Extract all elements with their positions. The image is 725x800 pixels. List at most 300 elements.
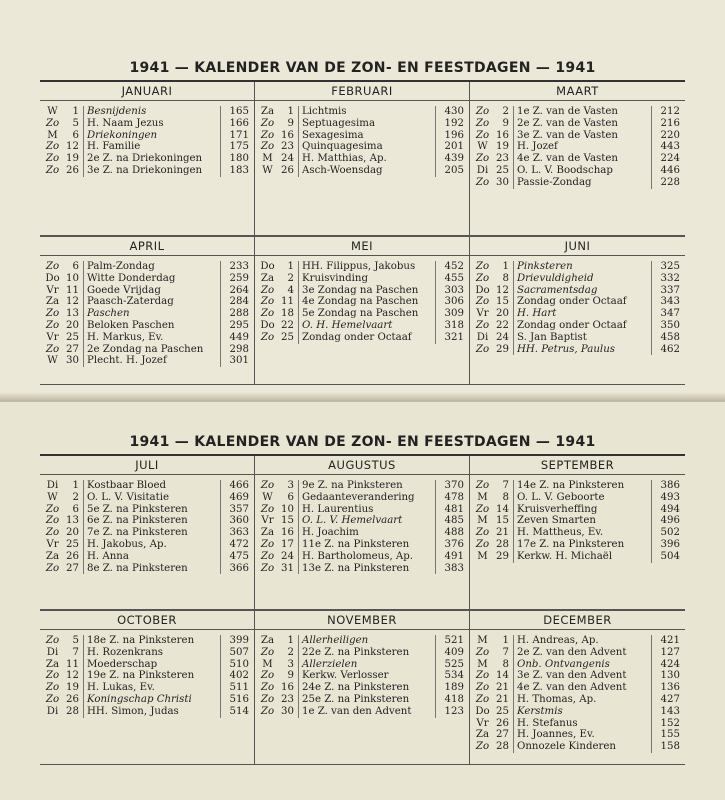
calendar-entry xyxy=(255,106,469,118)
page-number: 357 xyxy=(229,503,249,515)
month-header: AUGUSTUS xyxy=(255,456,470,474)
page-title: 1941 — KALENDER VAN DE ZON- EN FEESTDAGEN — 1941 xyxy=(129,60,596,76)
quarter-4 xyxy=(40,610,685,765)
day-abbrev: Do xyxy=(475,284,490,296)
calendar-entry xyxy=(40,344,254,356)
feast-name: 25e Z. na Pinksteren xyxy=(299,694,436,706)
calendar-entry xyxy=(40,635,254,647)
calendar-first-half xyxy=(40,80,685,385)
calendar-entry xyxy=(255,332,469,344)
page-number: 481 xyxy=(444,503,464,515)
calendar-entry xyxy=(470,153,685,165)
date-number: 19 xyxy=(65,682,84,694)
page-number: 321 xyxy=(444,331,464,343)
day-abbrev: Zo xyxy=(45,164,60,176)
page-number: 301 xyxy=(229,355,249,367)
date-number: 27 xyxy=(495,729,514,741)
feast-name: Passie-Zondag xyxy=(514,177,652,189)
feast-name: 5e Z. na Pinksteren xyxy=(84,504,221,516)
date-number: 29 xyxy=(495,344,514,356)
date-number: 23 xyxy=(280,694,299,706)
day-abbrev: M xyxy=(477,635,488,646)
day-abbrev: W xyxy=(262,491,273,503)
feast-name: 1e Z. van den Advent xyxy=(299,706,436,718)
day-abbrev: Za xyxy=(475,729,490,741)
date-number: 24 xyxy=(495,332,514,344)
month-column xyxy=(255,475,470,609)
calendar-entry xyxy=(255,273,469,285)
day-abbrev: Za xyxy=(260,635,275,646)
date-number: 15 xyxy=(495,296,514,308)
date-number: 8 xyxy=(495,492,514,504)
date-number: 6 xyxy=(65,130,84,142)
feast-name: 17e Z. na Pinksteren xyxy=(514,539,652,551)
feast-name: O. L. V. Geboorte xyxy=(514,492,652,504)
page-number: 510 xyxy=(229,658,249,670)
page-number: 370 xyxy=(444,480,464,491)
page-number: 152 xyxy=(660,717,680,729)
feast-name: 19e Z. na Pinksteren xyxy=(84,670,221,682)
calendar-entry xyxy=(255,492,469,504)
calendar-entry xyxy=(40,492,254,504)
feast-name: 24e Z. na Pinksteren xyxy=(299,682,436,694)
day-abbrev: Vr xyxy=(46,331,59,343)
date-number: 27 xyxy=(65,563,84,575)
feast-name: H. Matthias, Ap. xyxy=(299,153,436,165)
feast-name: 3e Z. van den Advent xyxy=(514,670,652,682)
day-abbrev: Zo xyxy=(260,331,275,343)
day-abbrev: Zo xyxy=(260,646,275,658)
day-abbrev: Zo xyxy=(45,527,60,539)
day-abbrev: Zo xyxy=(45,308,60,320)
day-abbrev: Zo xyxy=(475,527,490,539)
date-number: 3 xyxy=(280,480,299,492)
calendar-entry xyxy=(470,659,685,671)
page-number: 516 xyxy=(229,693,249,705)
page-number: 396 xyxy=(660,538,680,550)
month-column xyxy=(470,630,685,764)
day-abbrev: W xyxy=(262,164,273,176)
date-number: 6 xyxy=(65,504,84,516)
page-number: 514 xyxy=(229,705,249,717)
page-number: 205 xyxy=(444,164,464,176)
day-abbrev: Zo xyxy=(475,646,490,658)
feast-name: Sacramentsdag xyxy=(514,285,652,297)
day-abbrev: Zo xyxy=(260,503,275,515)
day-abbrev: Zo xyxy=(475,693,490,705)
feast-name: S. Jan Baptist xyxy=(514,332,652,344)
day-abbrev: Zo xyxy=(475,261,490,272)
feast-name: 11e Z. na Pinksteren xyxy=(299,539,436,551)
feast-name: 2e Z. na Driekoningen xyxy=(84,153,221,165)
month-header: FEBRUARI xyxy=(255,82,470,100)
day-abbrev: Zo xyxy=(45,117,60,129)
page-number: 430 xyxy=(444,106,464,117)
date-number: 21 xyxy=(495,682,514,694)
page-number: 233 xyxy=(229,261,249,272)
day-abbrev: Zo xyxy=(45,319,60,331)
date-number: 7 xyxy=(65,647,84,659)
page-number: 175 xyxy=(229,141,249,153)
page-number: 366 xyxy=(229,562,249,574)
feast-name: H. Jozef xyxy=(514,141,652,153)
page-number: 228 xyxy=(660,176,680,188)
date-number: 4 xyxy=(280,285,299,297)
feast-name: H. Jakobus, Ap. xyxy=(84,539,221,551)
feast-name: Kostbaar Bloed xyxy=(84,480,221,492)
calendar-entry xyxy=(255,480,469,492)
day-abbrev: Zo xyxy=(260,562,275,574)
feast-name: Plecht. H. Jozef xyxy=(84,355,221,367)
page-number: 136 xyxy=(660,682,680,694)
day-abbrev: Zo xyxy=(475,503,490,515)
day-abbrev: M xyxy=(477,515,488,527)
calendar-entry xyxy=(255,504,469,516)
day-abbrev: Zo xyxy=(45,261,60,272)
feast-name: 1e Z. van de Vasten xyxy=(514,106,652,118)
date-number: 7 xyxy=(495,647,514,659)
calendar-entry xyxy=(40,106,254,118)
calendar-entry xyxy=(255,165,469,177)
feast-name: Allerheiligen xyxy=(299,635,436,647)
date-number: 6 xyxy=(65,261,84,273)
calendar-entry xyxy=(40,285,254,297)
day-abbrev: Zo xyxy=(45,503,60,515)
feast-name: HH. Filippus, Jakobus xyxy=(299,261,436,273)
month-header: NOVEMBER xyxy=(255,611,470,629)
day-abbrev: M xyxy=(477,491,488,503)
page-number: 288 xyxy=(229,308,249,320)
feast-name: Witte Donderdag xyxy=(84,273,221,285)
day-abbrev: Zo xyxy=(45,153,60,165)
feast-name: Paasch-Zaterdag xyxy=(84,296,221,308)
page-number: 130 xyxy=(660,670,680,682)
page-number: 399 xyxy=(229,635,249,646)
day-abbrev: Zo xyxy=(260,670,275,682)
date-number: 16 xyxy=(280,130,299,142)
feast-name: 4e Z. van de Vasten xyxy=(514,153,652,165)
day-abbrev: Vr xyxy=(476,717,489,729)
calendar-entry xyxy=(255,296,469,308)
date-number: 25 xyxy=(495,706,514,718)
day-abbrev: W xyxy=(47,355,58,367)
page-number: 212 xyxy=(660,106,680,117)
month-column xyxy=(40,475,255,609)
calendar-entry xyxy=(40,527,254,539)
page-number: 337 xyxy=(660,284,680,296)
feast-name: 8e Z. na Pinksteren xyxy=(84,563,221,575)
page-number: 309 xyxy=(444,308,464,320)
feast-name: Allerzielen xyxy=(299,659,436,671)
page-number: 343 xyxy=(660,296,680,308)
feast-name: O. H. Hemelvaart xyxy=(299,320,436,332)
feast-name: Kruisverheffing xyxy=(514,504,652,516)
month-column xyxy=(470,101,685,235)
calendar-entry xyxy=(470,285,685,297)
calendar-entry xyxy=(255,141,469,153)
calendar-entry xyxy=(255,539,469,551)
day-abbrev: Vr xyxy=(476,308,489,320)
date-number: 12 xyxy=(65,296,84,308)
month-column xyxy=(40,256,255,384)
page-number: 376 xyxy=(444,538,464,550)
feast-name: Septuagesima xyxy=(299,118,436,130)
calendar-entry xyxy=(40,706,254,718)
page-number: 502 xyxy=(660,527,680,539)
calendar-entry xyxy=(470,682,685,694)
calendar-entry xyxy=(40,563,254,575)
calendar-entry xyxy=(470,706,685,718)
feast-name: H. Anna xyxy=(84,551,221,563)
month-header: JULI xyxy=(40,456,255,474)
page-number: 350 xyxy=(660,319,680,331)
day-abbrev: Za xyxy=(260,106,275,117)
page-number: 325 xyxy=(660,261,680,272)
calendar-entry xyxy=(40,165,254,177)
page-number: 469 xyxy=(229,491,249,503)
month-column xyxy=(255,630,470,764)
feast-name: Drievuldigheid xyxy=(514,273,652,285)
day-abbrev: Do xyxy=(475,705,490,717)
calendar-entry xyxy=(40,670,254,682)
page-number: 488 xyxy=(444,527,464,539)
date-number: 25 xyxy=(65,539,84,551)
date-number: 19 xyxy=(65,153,84,165)
feast-name: HH. Simon, Judas xyxy=(84,706,221,718)
month-header: JUNI xyxy=(564,239,591,253)
calendar-entry xyxy=(40,296,254,308)
date-number: 19 xyxy=(495,141,514,153)
page-number: 196 xyxy=(444,129,464,141)
page-title: 1941 — KALENDER VAN DE ZON- EN FEESTDAGEN — 1941 xyxy=(129,434,596,450)
day-abbrev: Zo xyxy=(475,117,490,129)
calendar-entry xyxy=(40,118,254,130)
page-number: 386 xyxy=(660,480,680,491)
feast-name: 14e Z. na Pinksteren xyxy=(514,480,652,492)
page-number: 446 xyxy=(660,164,680,176)
feast-name: O. L. V. Boodschap xyxy=(514,165,652,177)
date-number: 17 xyxy=(280,539,299,551)
calendar-entry xyxy=(470,670,685,682)
day-abbrev: Zo xyxy=(475,682,490,694)
feast-name: H. Naam Jezus xyxy=(84,118,221,130)
date-number: 31 xyxy=(280,563,299,575)
month-header: OCTOBER xyxy=(40,611,255,629)
day-abbrev: Zo xyxy=(45,693,60,705)
date-number: 25 xyxy=(280,332,299,344)
date-number: 26 xyxy=(65,551,84,563)
page-number: 439 xyxy=(444,153,464,165)
page-number: 264 xyxy=(229,284,249,296)
day-abbrev: Vr xyxy=(46,538,59,550)
day-abbrev: Di xyxy=(46,480,59,491)
date-number: 28 xyxy=(495,741,514,753)
page-number: 363 xyxy=(229,527,249,539)
quarter-1 xyxy=(40,80,685,236)
day-abbrev: Zo xyxy=(45,515,60,527)
calendar-entry xyxy=(40,539,254,551)
page-number: 306 xyxy=(444,296,464,308)
calendar-entry xyxy=(470,130,685,142)
date-number: 9 xyxy=(280,118,299,130)
day-abbrev: W xyxy=(47,491,58,503)
day-abbrev: Di xyxy=(46,646,59,658)
calendar-entry xyxy=(255,153,469,165)
calendar-entry xyxy=(470,504,685,516)
page-number: 155 xyxy=(660,729,680,741)
feast-name: Kruisvinding xyxy=(299,273,436,285)
day-abbrev: Zo xyxy=(475,670,490,682)
quarter-3 xyxy=(40,454,685,610)
month-header: MEI xyxy=(255,237,470,255)
feast-name: Koningschap Christi xyxy=(84,694,221,706)
date-number: 5 xyxy=(65,118,84,130)
calendar-entry xyxy=(470,635,685,647)
feast-name: Quinquagesima xyxy=(299,141,436,153)
day-abbrev: W xyxy=(47,106,58,117)
day-abbrev: Zo xyxy=(475,153,490,165)
month-column xyxy=(470,256,685,384)
page-number: 123 xyxy=(444,705,464,717)
calendar-entry xyxy=(470,527,685,539)
month-column xyxy=(255,101,470,235)
date-number: 1 xyxy=(280,261,299,273)
day-abbrev: Zo xyxy=(45,670,60,682)
calendar-entry xyxy=(40,141,254,153)
feast-name: 22e Z. na Pinksteren xyxy=(299,647,436,659)
feast-name: 2e Zondag na Paschen xyxy=(84,344,221,356)
page-number: 259 xyxy=(229,272,249,284)
feast-name: Palm-Zondag xyxy=(84,261,221,273)
feast-name: H. Thomas, Ap. xyxy=(514,694,652,706)
feast-name: Gedaanteverandering xyxy=(299,492,436,504)
feast-name: Kerkw. H. Michaël xyxy=(514,551,652,563)
day-abbrev: Zo xyxy=(260,117,275,129)
day-abbrev: Zo xyxy=(260,296,275,308)
calendar-entry xyxy=(470,273,685,285)
calendar-entry xyxy=(40,355,254,367)
date-number: 1 xyxy=(65,480,84,492)
feast-name: Lichtmis xyxy=(299,106,436,118)
feast-name: H. Familie xyxy=(84,141,221,153)
calendar-entry xyxy=(255,682,469,694)
date-number: 23 xyxy=(280,141,299,153)
feast-name: 6e Z. na Pinksteren xyxy=(84,515,221,527)
page-number: 455 xyxy=(444,272,464,284)
calendar-entry xyxy=(255,527,469,539)
page-number: 491 xyxy=(444,550,464,562)
day-abbrev: Zo xyxy=(45,343,60,355)
day-abbrev: Za xyxy=(260,527,275,539)
feast-name: H. Lukas, Ev. xyxy=(84,682,221,694)
feast-name: Asch-Woensdag xyxy=(299,165,436,177)
date-number: 2 xyxy=(65,492,84,504)
calendar-entry xyxy=(255,118,469,130)
feast-name: 2e Z. van den Advent xyxy=(514,647,652,659)
feast-name: Goede Vrijdag xyxy=(84,285,221,297)
feast-name: Kerkw. Verlosser xyxy=(299,670,436,682)
calendar-entry xyxy=(255,647,469,659)
page-number: 421 xyxy=(660,635,680,646)
feast-name: 3e Zondag na Paschen xyxy=(299,285,436,297)
calendar-entry xyxy=(40,153,254,165)
calendar-entry xyxy=(470,551,685,563)
date-number: 26 xyxy=(65,165,84,177)
date-number: 1 xyxy=(495,261,514,273)
day-abbrev: Zo xyxy=(475,741,490,753)
month-header: JANUARI xyxy=(40,82,255,100)
calendar-entry xyxy=(40,647,254,659)
feast-name: O. L. V. Visitatie xyxy=(84,492,221,504)
feast-name: 9e Z. na Pinksteren xyxy=(299,480,436,492)
page-number: 183 xyxy=(229,164,249,176)
feast-name: Onnozele Kinderen xyxy=(514,741,652,753)
calendar-entry xyxy=(470,118,685,130)
calendar-entry xyxy=(470,296,685,308)
day-abbrev: Zo xyxy=(45,562,60,574)
calendar-entry xyxy=(470,647,685,659)
date-number: 30 xyxy=(280,706,299,718)
feast-name: 3e Z. van de Vasten xyxy=(514,130,652,142)
date-number: 13 xyxy=(65,515,84,527)
feast-name: Moederschap xyxy=(84,659,221,671)
month-column xyxy=(40,630,255,764)
day-abbrev: Zo xyxy=(475,272,490,284)
calendar-entry xyxy=(470,729,685,741)
calendar-entry xyxy=(40,659,254,671)
date-number: 20 xyxy=(65,527,84,539)
page-number: 165 xyxy=(229,106,249,117)
date-number: 1 xyxy=(65,106,84,118)
day-abbrev: Zo xyxy=(45,141,60,153)
date-number: 1 xyxy=(280,635,299,647)
calendar-entry xyxy=(255,308,469,320)
page-number: 127 xyxy=(660,646,680,658)
date-number: 20 xyxy=(65,320,84,332)
feast-name: H. Laurentius xyxy=(299,504,436,516)
page-number: 295 xyxy=(229,319,249,331)
day-abbrev: W xyxy=(477,141,488,153)
day-abbrev: Do xyxy=(45,272,60,284)
date-number: 9 xyxy=(280,670,299,682)
calendar-entry xyxy=(40,332,254,344)
feast-name: 4e Zondag na Paschen xyxy=(299,296,436,308)
date-number: 10 xyxy=(65,273,84,285)
date-number: 6 xyxy=(280,492,299,504)
calendar-entry xyxy=(40,694,254,706)
calendar-second-half xyxy=(40,454,685,765)
date-number: 25 xyxy=(495,165,514,177)
feast-name: O. L. V. Hemelvaart xyxy=(299,515,436,527)
date-number: 14 xyxy=(495,504,514,516)
month-column xyxy=(470,475,685,609)
feast-name: HH. Petrus, Paulus xyxy=(514,344,652,356)
calendar-entry xyxy=(470,718,685,730)
feast-name: 2e Z. van de Vasten xyxy=(514,118,652,130)
day-abbrev: Za xyxy=(260,272,275,284)
page-number: 521 xyxy=(444,635,464,646)
page-number: 534 xyxy=(444,670,464,682)
month-header: MAART xyxy=(556,84,599,98)
calendar-entry xyxy=(255,261,469,273)
feast-name: H. Stefanus xyxy=(514,718,652,730)
feast-name: 5e Zondag na Paschen xyxy=(299,308,436,320)
calendar-entry xyxy=(255,285,469,297)
day-abbrev: Di xyxy=(476,331,489,343)
date-number: 12 xyxy=(495,285,514,297)
calendar-entry xyxy=(470,741,685,753)
page-number: 284 xyxy=(229,296,249,308)
